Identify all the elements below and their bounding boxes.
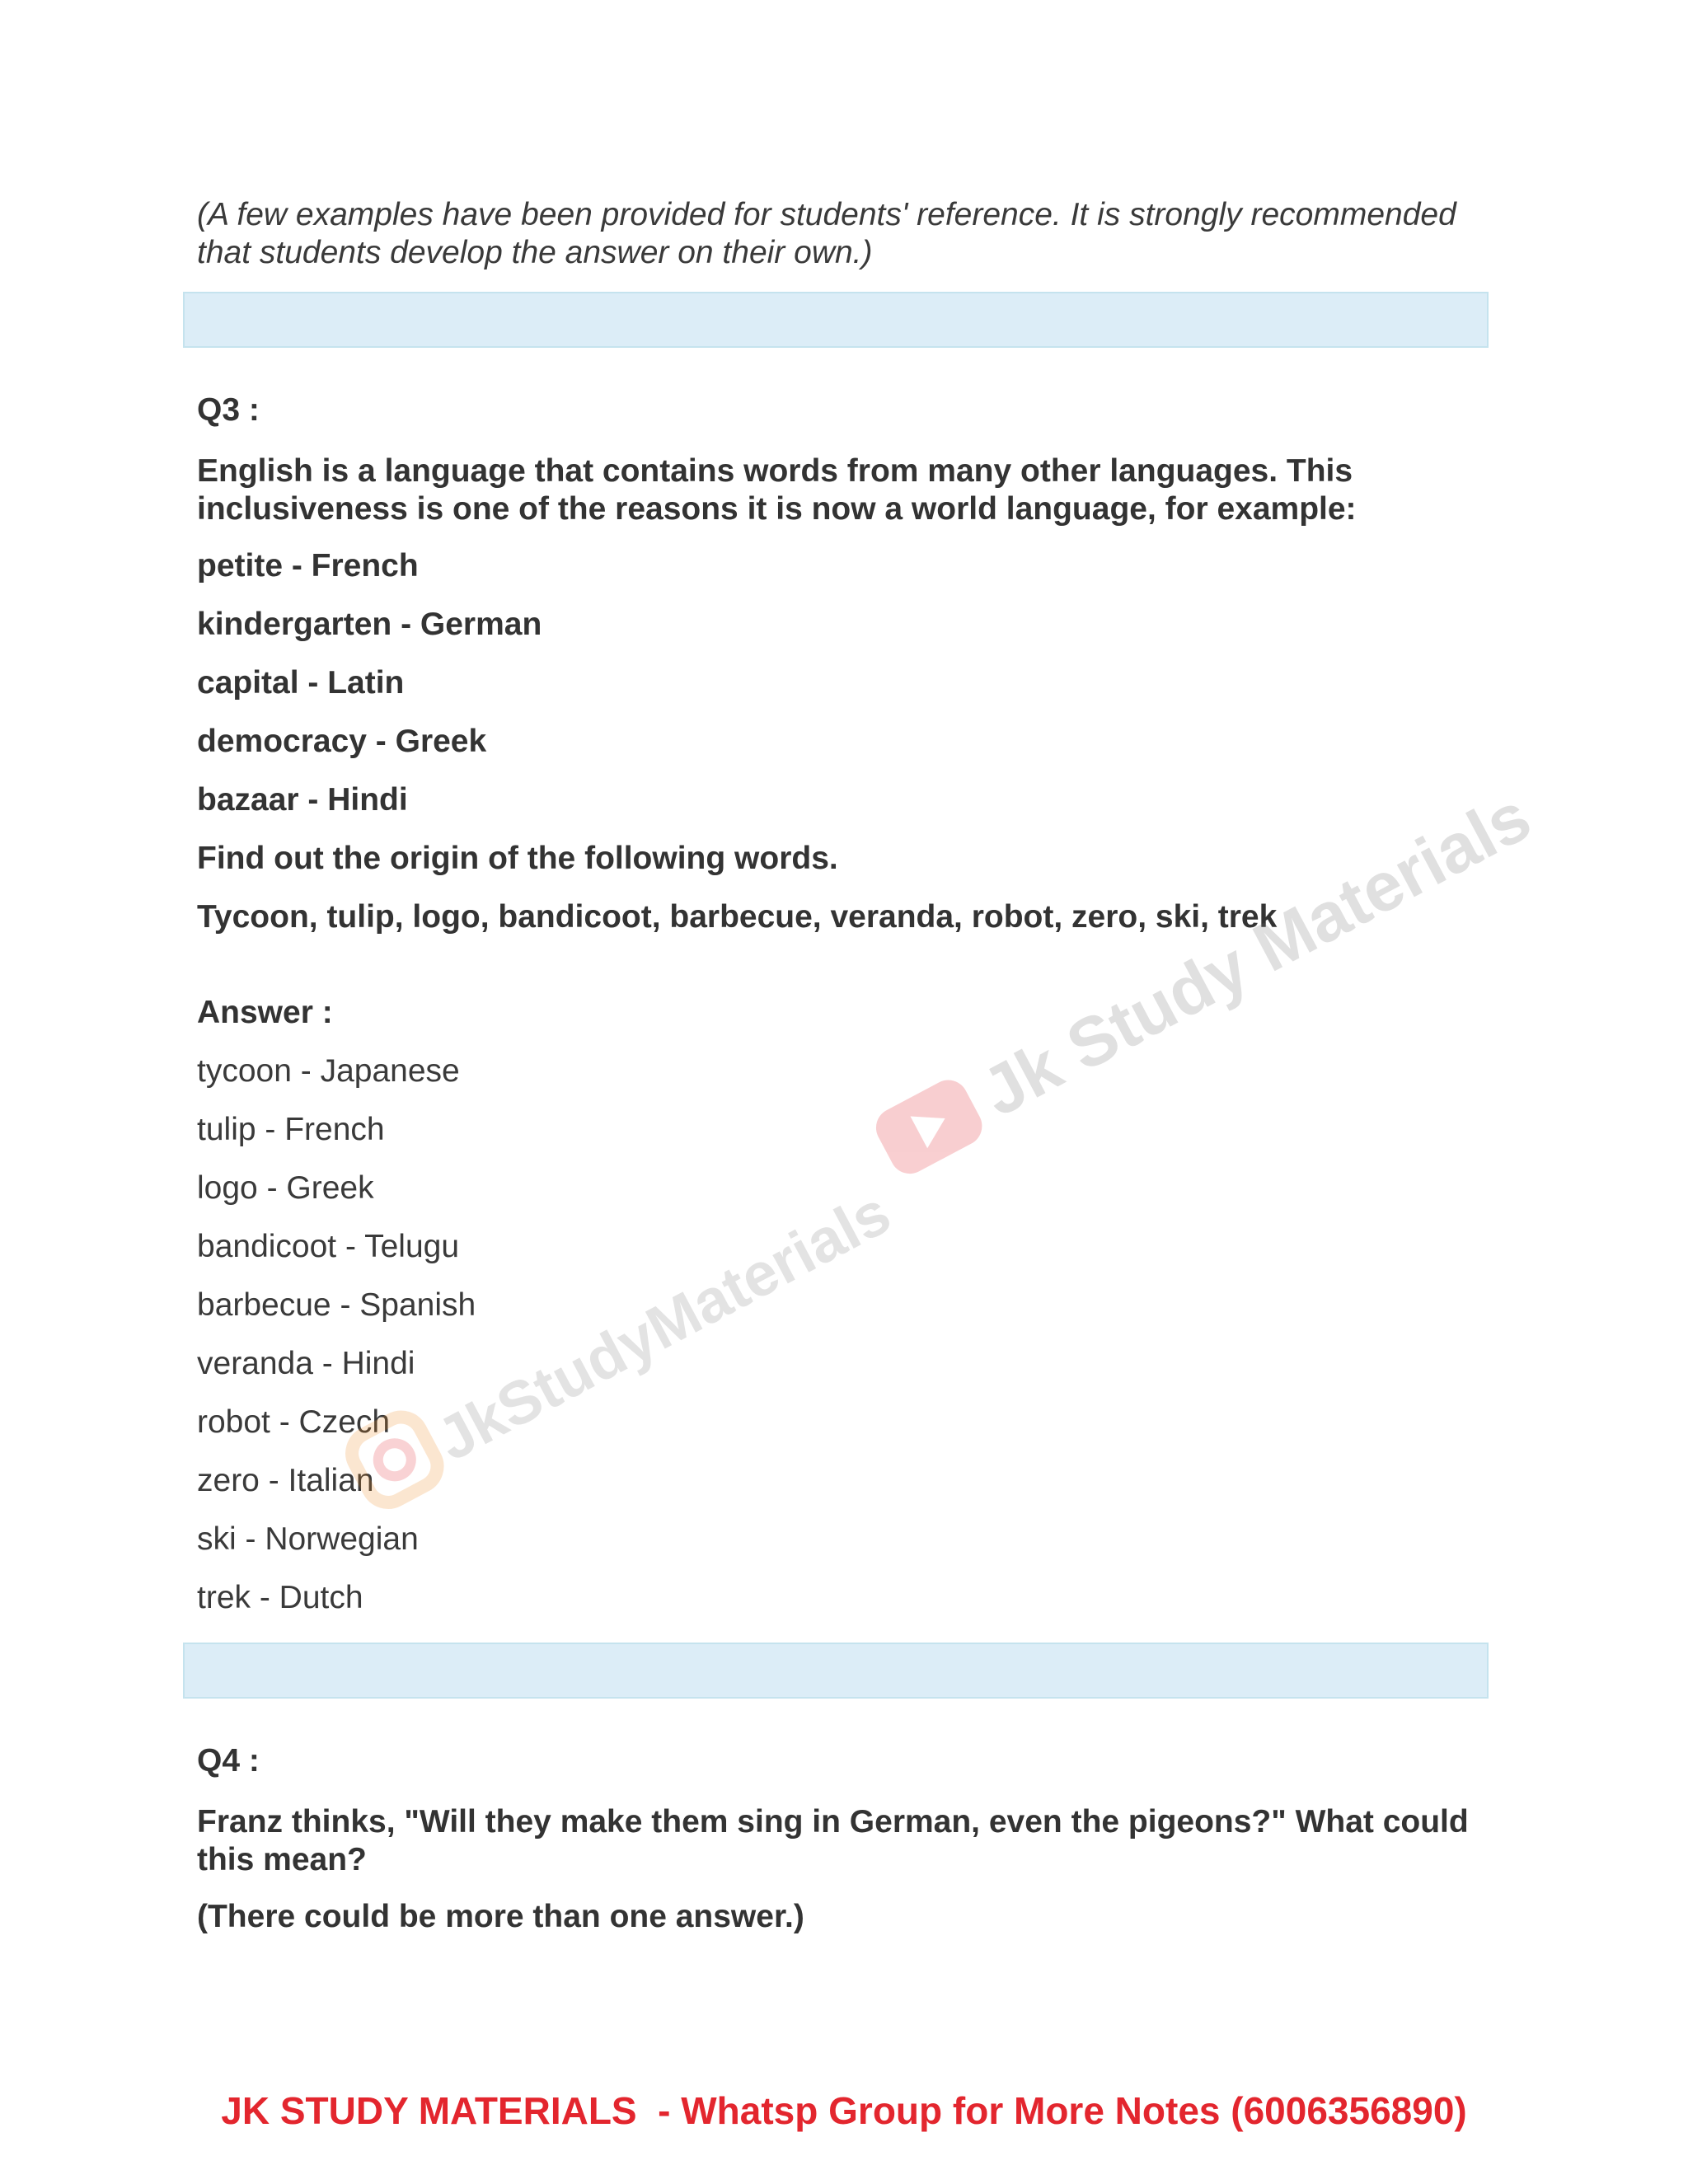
youtube-watermark-text: Jk Study Materials bbox=[969, 776, 1543, 1132]
answer-item: zero - Italian bbox=[197, 1463, 374, 1498]
youtube-icon bbox=[869, 1073, 988, 1181]
answer-item: veranda - Hindi bbox=[197, 1346, 415, 1381]
footer-banner: JK STUDY MATERIALS - Whatsp Group for More Notes (6006356890) bbox=[221, 2089, 1467, 2132]
q3-label: Q3 : bbox=[197, 392, 260, 428]
section-divider bbox=[183, 1643, 1489, 1699]
answer-item: trek - Dutch bbox=[197, 1580, 363, 1615]
answer-item: barbecue - Spanish bbox=[197, 1287, 476, 1323]
q3-instruction: Find out the origin of the following words. bbox=[197, 841, 838, 876]
section-divider bbox=[183, 292, 1489, 348]
example-item: democracy - Greek bbox=[197, 724, 487, 759]
instagram-watermark-text: JkStudyMaterials bbox=[425, 1178, 902, 1474]
answer-item: robot - Czech bbox=[197, 1404, 391, 1440]
example-item: petite - French bbox=[197, 548, 419, 583]
answer-item: tulip - French bbox=[197, 1112, 385, 1147]
answer-label: Answer : bbox=[197, 995, 333, 1030]
answer-item: ski - Norwegian bbox=[197, 1521, 419, 1557]
q4-question: Franz thinks, "Will they make them sing in German, even the pigeons?" What could this mean? bbox=[197, 1804, 1469, 1877]
example-item: kindergarten - German bbox=[197, 607, 542, 642]
answer-item: tycoon - Japanese bbox=[197, 1053, 460, 1089]
example-item: capital - Latin bbox=[197, 665, 405, 701]
q3-word-list: Tycoon, tulip, logo, bandicoot, barbecue, veranda, robot, zero, ski, trek bbox=[197, 899, 1278, 935]
intro-note: (A few examples have been provided for students' reference. It is strongly recommended that students develop the answer on their own.) bbox=[197, 197, 1456, 270]
q4-note: (There could be more than one answer.) bbox=[197, 1899, 804, 1934]
answer-item: bandicoot - Telugu bbox=[197, 1229, 460, 1264]
example-item: bazaar - Hindi bbox=[197, 782, 408, 818]
answer-item: logo - Greek bbox=[197, 1170, 374, 1206]
q3-question: English is a language that contains words from many other languages. This inclusiveness is one of the reasons it is now a world language, for example: bbox=[197, 453, 1357, 527]
q4-label: Q4 : bbox=[197, 1743, 260, 1779]
